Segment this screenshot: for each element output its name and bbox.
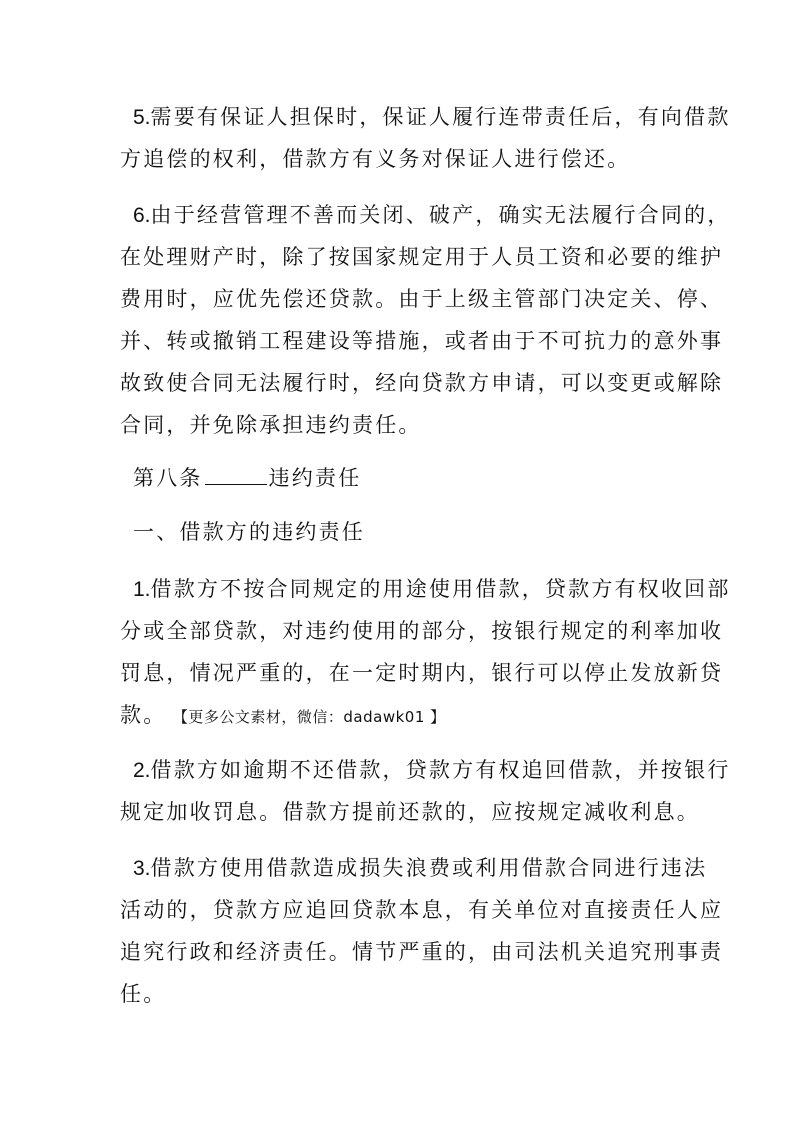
item-1-text-4: 款。 [120,703,167,727]
paragraph-6-number: 6. [133,204,151,227]
item-1-line-1 [133,574,731,605]
item-3-line-2: 活动的，贷款方应追回贷款本息，有关单位对直接责任人应 [120,898,724,922]
item-2-text-1: 借款方如逾期不还借款，贷款方有权追回借款，并按银行 [150,758,731,782]
article-8-heading [133,463,688,493]
article-8-blank-line [205,466,267,485]
paragraph-5-line-1 [133,102,731,133]
item-2-number: 2. [133,759,151,782]
item-3-line-1 [133,853,708,884]
paragraph-6-line-6: 合同，并免除承担违约责任。 [120,413,422,437]
paragraph-6-line-1 [133,200,731,231]
item-3-text-1: 借款方使用借款造成损失浪费或利用借款合同进行违法 [150,856,708,880]
item-2-line-1 [133,755,731,786]
item-3-line-3: 追究行政和经济责任。情节严重的，由司法机关追究刑事责 [120,940,724,964]
paragraph-5-line-2: 方追偿的权利，借款方有义务对保证人进行偿还。 [120,147,631,171]
article-8-title: 违约责任 [268,466,362,490]
paragraph-6-line-2: 在处理财产时，除了按国家规定用于人员工资和必要的维护 [120,245,724,269]
item-1-text-1: 借款方不按合同规定的用途使用借款，贷款方有权收回部 [150,577,731,601]
paragraph-6-line-5: 故致使合同无法履行时，经向贷款方申请，可以变更或解除 [120,371,724,395]
promo-note: 【更多公文素材，微信：dadawk01 】 [180,708,446,726]
paragraph-5-text-1: 需要有保证人担保时，保证人履行连带责任后，有向借款 [150,105,731,129]
paragraph-6-line-4: 并、转或撤销工程建设等措施，或者由于不可抗力的意外事 [120,329,724,353]
item-3-number: 3. [133,857,151,880]
item-1-line-4 [120,700,675,732]
paragraph-5-number: 5. [133,106,151,129]
item-3-line-4: 任。 [120,982,167,1006]
paragraph-6-text-1: 由于经营管理不善而关闭、破产，确实无法履行合同的， [150,203,731,227]
item-2-line-2: 规定加收罚息。借款方提前还款的，应按规定减收利息。 [120,800,700,824]
paragraph-6-line-3: 费用时，应优先偿还贷款。由于上级主管部门决定关、停、 [120,287,724,311]
item-1-number: 1. [133,578,151,601]
article-8-prefix: 第八条 [133,466,203,490]
item-1-line-3: 罚息，情况严重的，在一定时期内，银行可以停止发放新贷 [120,661,724,685]
item-1-line-2: 分或全部贷款，对违约使用的部分，按银行规定的利率加收 [120,619,724,643]
section-1-heading: 一、借款方的违约责任 [133,520,365,544]
